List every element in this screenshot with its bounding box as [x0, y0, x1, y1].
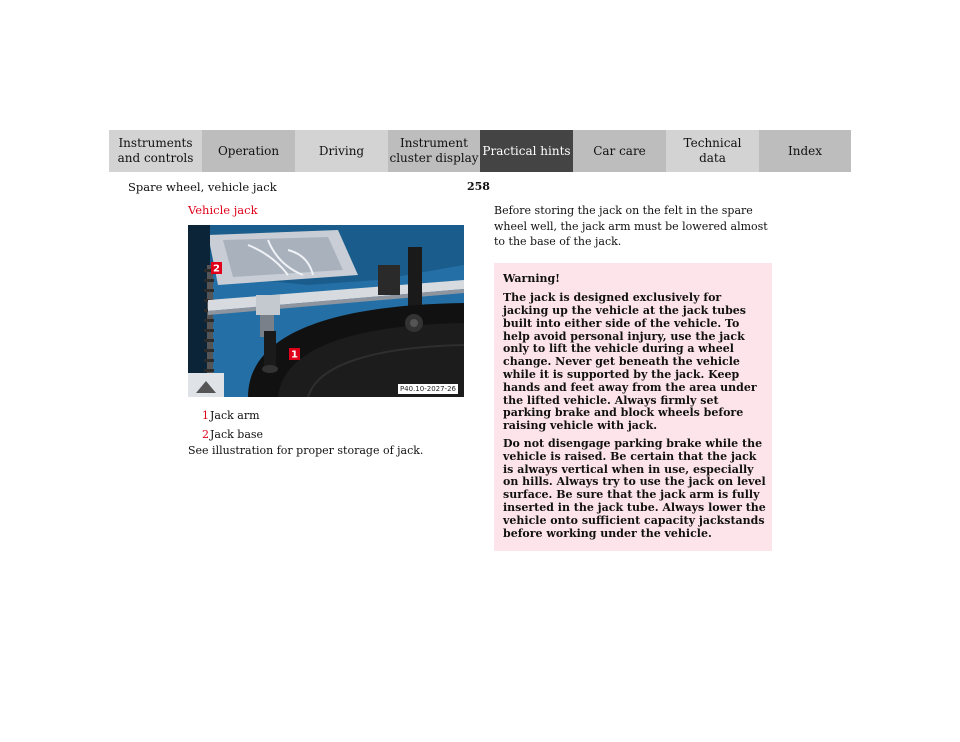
storage-note: See illustration for proper storage of jack.: [188, 444, 424, 457]
legend-text: Jack arm: [210, 409, 260, 422]
legend-item: [188, 425, 468, 444]
intro-paragraph: Before storing the jack on the felt in the spare wheel well, the jack arm must be lowered almost to the base of the jack.: [494, 204, 768, 248]
warning-title: Warning!: [503, 271, 561, 285]
callout-2-label: 2: [213, 263, 220, 275]
tab-instrument-cluster-display[interactable]: Instrument cluster display: [388, 130, 480, 172]
warning-paragraph: Do not disengage parking brake while the vehicle is raised. Be certain that the jack is always vertical when in use, especially on hills. Always try to use the jack on level surface. Be sure that the jack arm is fully inserted in the jack tube. Always lower the vehicle onto sufficient capacity jackstands before working under the vehicle.: [503, 437, 766, 540]
warning-box: [494, 263, 772, 552]
warning-paragraph: The jack is designed exclusively for jacking up the vehicle at the jack tubes built into either side of the vehicle. To help avoid personal injury, use the jack only to lift the vehicle during a wheel change. Never get beneath the vehicle while it is supported by the jack. Keep hands and feet away from the area under the lifted vehicle. Always firmly set parking brake and block wheels before raising vehicle with jack.: [503, 291, 757, 433]
tab-operation[interactable]: Operation: [202, 130, 295, 172]
callout-1-label: 1: [291, 349, 298, 361]
tab-instruments-and-controls[interactable]: Instruments and controls: [109, 130, 202, 172]
tab-technical-data[interactable]: Technical data: [666, 130, 759, 172]
page-number: 258: [467, 180, 490, 193]
left-column: [188, 203, 468, 457]
jack-storage-illustration: [188, 225, 464, 397]
legend-number: 1: [202, 409, 209, 422]
subheading: Vehicle jack: [188, 203, 258, 217]
right-column: [494, 203, 774, 551]
figure-legend: [188, 406, 468, 444]
jack-illustration-graphic: [188, 225, 464, 397]
legend-item: [188, 406, 468, 425]
tab-index[interactable]: Index: [759, 130, 851, 172]
tab-car-care[interactable]: Car care: [573, 130, 666, 172]
legend-text: Jack base: [210, 428, 264, 441]
tab-practical-hints[interactable]: Practical hints: [480, 130, 573, 172]
chapter-tabs: [109, 130, 851, 172]
figure-code: P40.10-2027-26: [399, 385, 456, 393]
legend-number: 2: [202, 428, 209, 441]
tab-driving[interactable]: Driving: [295, 130, 388, 172]
section-title: Spare wheel, vehicle jack: [128, 180, 277, 194]
